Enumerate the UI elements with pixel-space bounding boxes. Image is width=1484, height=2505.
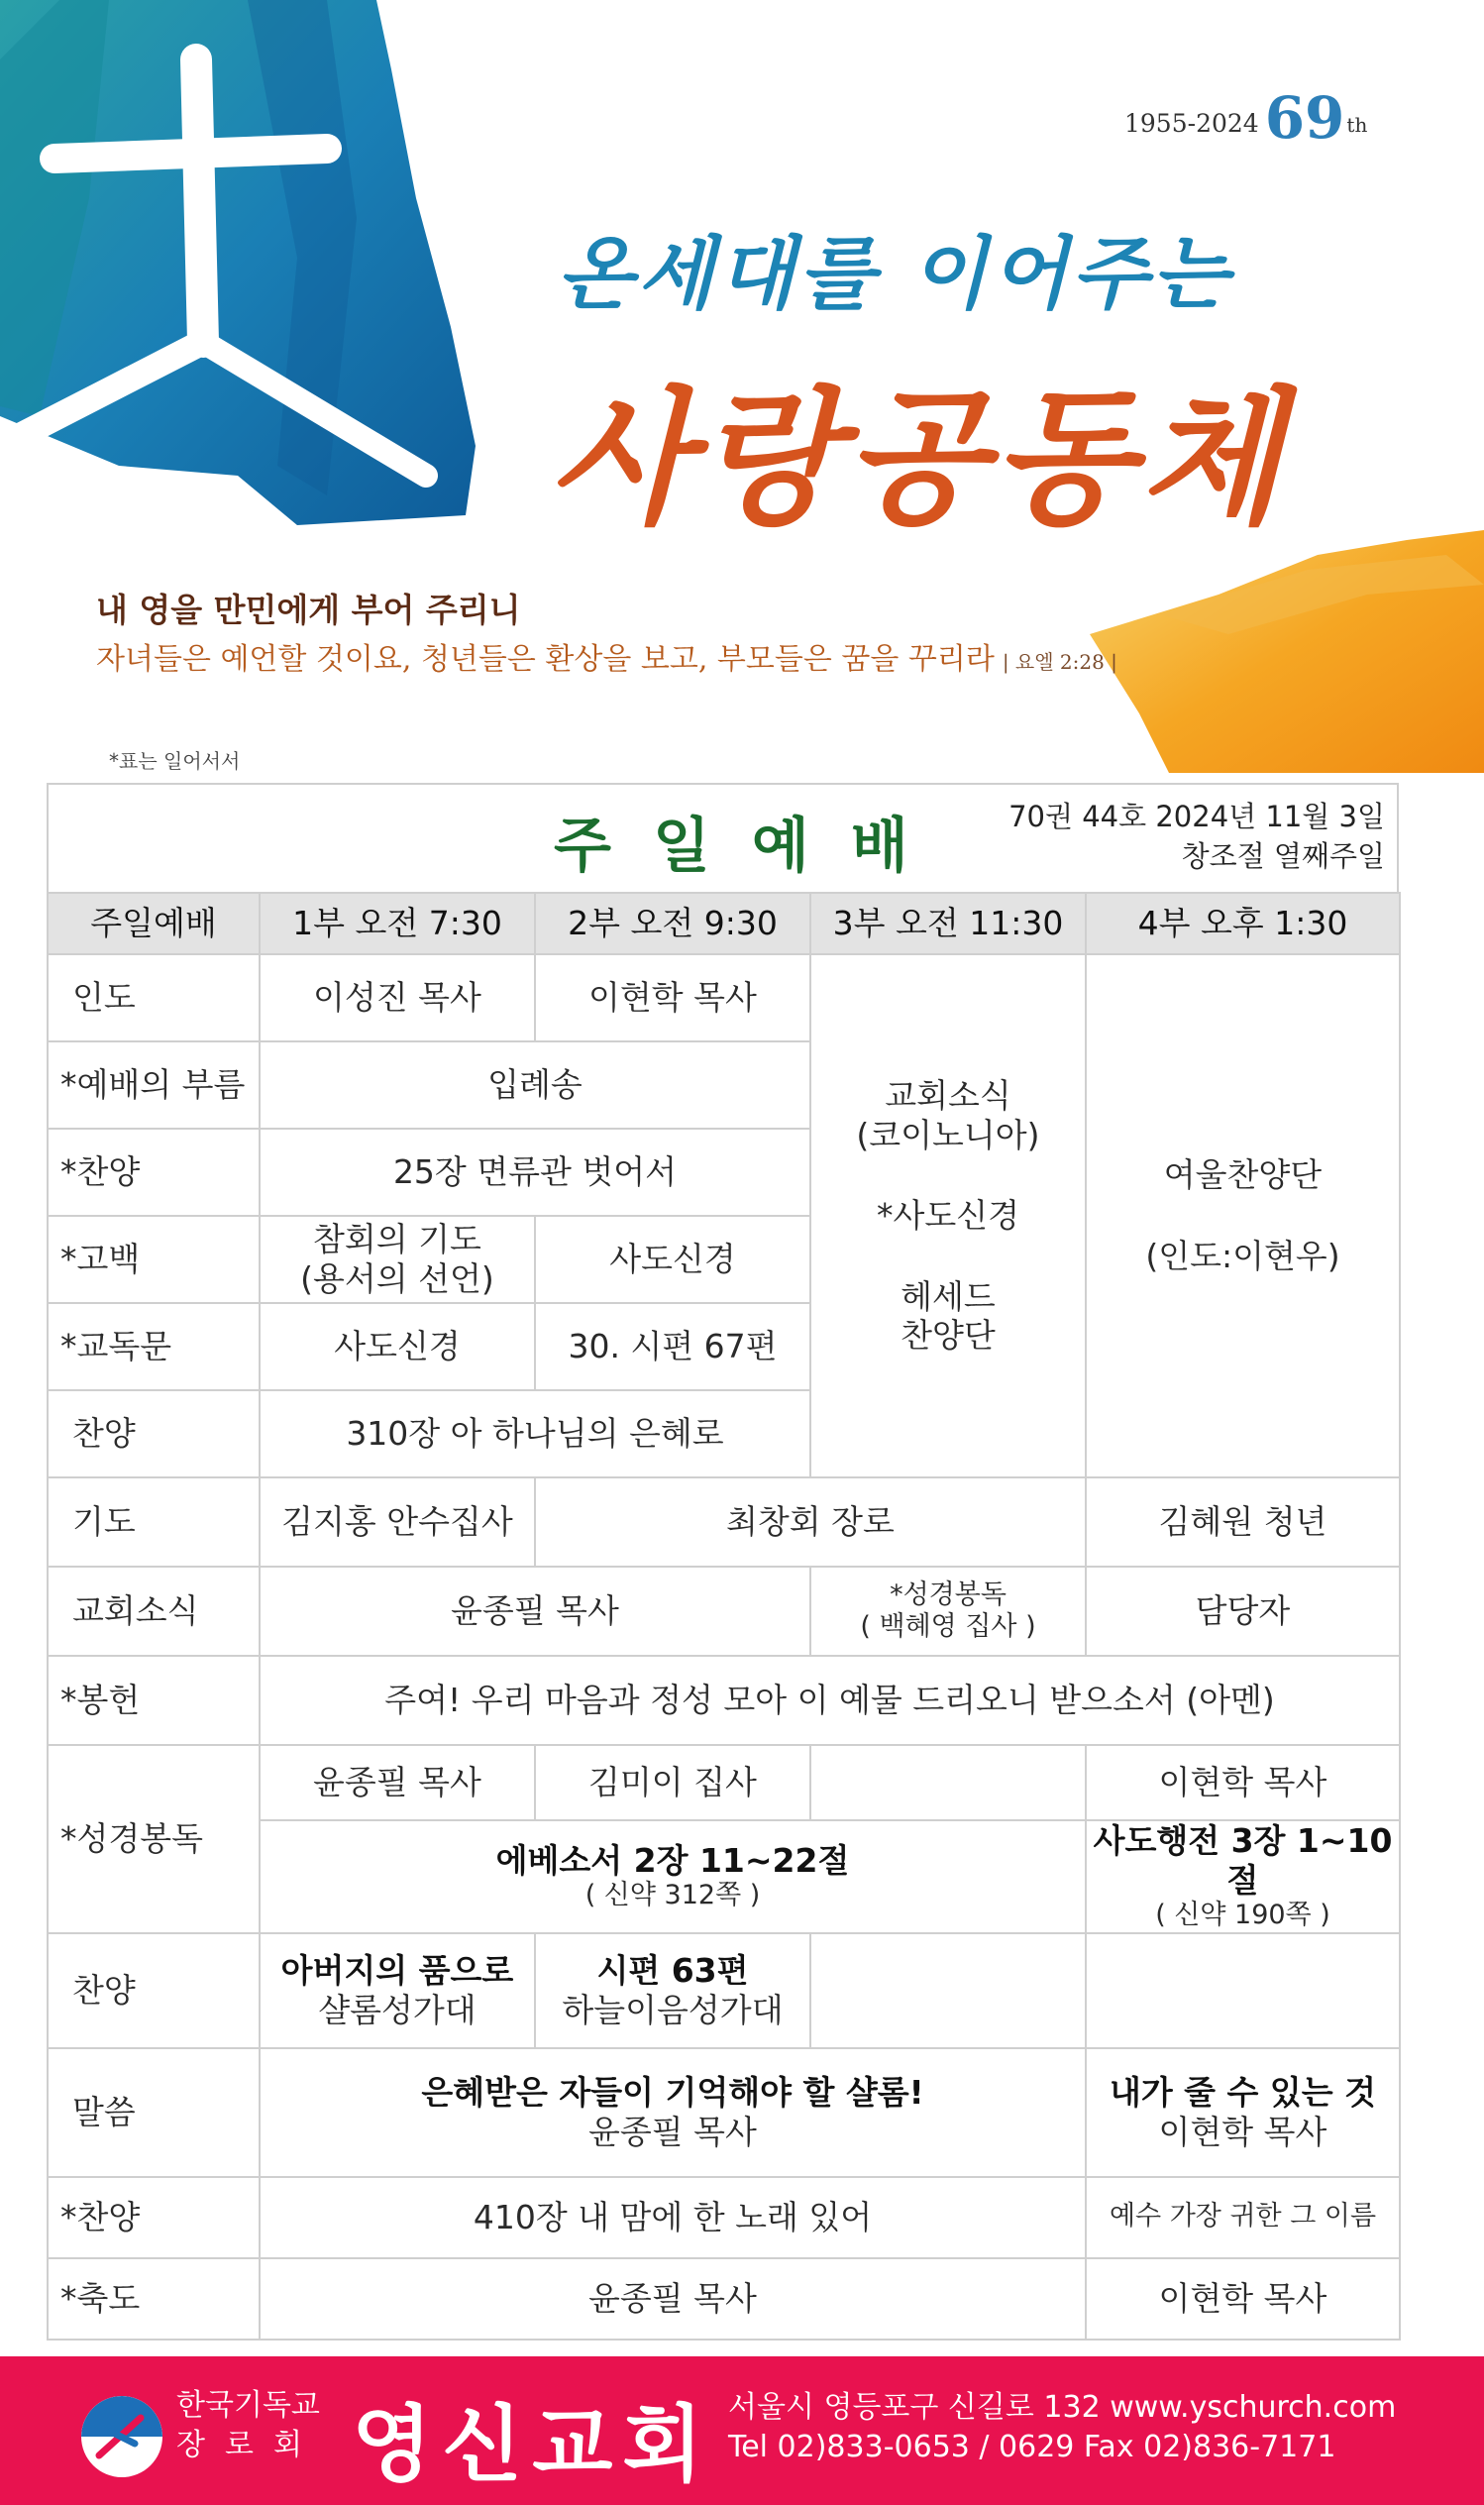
anniversary-label bbox=[1124, 84, 1367, 152]
table-header-row bbox=[48, 893, 1400, 954]
cell: 30. 시편 67편 bbox=[535, 1303, 810, 1390]
col-service-4: 4부 오후 1:30 bbox=[1086, 893, 1400, 954]
sermon-title: 내가 줄 수 있는 것 bbox=[1109, 2072, 1377, 2112]
verse-text: 자녀들은 예언할 것이요, 청년들은 환상을 보고, 부모들은 꿈을 꾸리라 bbox=[96, 642, 995, 677]
choir-name: 샬롬성가대 bbox=[318, 1990, 477, 2029]
choir-name: 하늘이음성가대 bbox=[562, 1990, 784, 2029]
table-row bbox=[48, 1656, 1400, 1745]
worship-order-table bbox=[47, 783, 1399, 2341]
cell-line: (용서의 선언) bbox=[300, 1259, 494, 1298]
row-label: 찬양 bbox=[48, 1390, 260, 1477]
cell bbox=[260, 2048, 1086, 2177]
table-row bbox=[48, 1477, 1400, 1567]
cell: 이성진 목사 bbox=[260, 954, 535, 1041]
row-label: 교회소식 bbox=[48, 1567, 260, 1656]
row-label: *교독문 bbox=[48, 1303, 260, 1390]
cell bbox=[1086, 2048, 1400, 2177]
denomination-line2: 장로회 bbox=[176, 2428, 322, 2462]
cell: 410장 내 맘에 한 노래 있어 bbox=[260, 2177, 1086, 2258]
cell: 주여! 우리 마음과 정성 모아 이 예물 드리오니 받으소서 (아멘) bbox=[260, 1656, 1400, 1745]
preacher: 이현학 목사 bbox=[1158, 2112, 1327, 2151]
worship-table bbox=[47, 892, 1401, 2341]
cell-line: ( 백혜영 집사 ) bbox=[860, 1611, 1036, 1642]
cell: 예수 가장 귀한 그 이름 bbox=[1086, 2177, 1400, 2258]
cell bbox=[535, 1933, 810, 2048]
verse-reference: | 요엘 2:28 | bbox=[1002, 650, 1117, 674]
row-label: 기도 bbox=[48, 1477, 260, 1567]
church-name: 영신교회 bbox=[352, 2396, 713, 2493]
scripture-reference: 사도행전 3장 1~10절 bbox=[1093, 1821, 1393, 1900]
table-row bbox=[48, 1745, 1400, 1820]
row-label: *봉헌 bbox=[48, 1656, 260, 1745]
bulletin-title-row bbox=[47, 783, 1399, 892]
block-line: 찬양단 bbox=[901, 1316, 996, 1356]
block-line: (코이노니아) bbox=[856, 1115, 1040, 1154]
preacher: 윤종필 목사 bbox=[588, 2112, 757, 2151]
table-row bbox=[48, 1933, 1400, 2048]
denomination bbox=[176, 2386, 322, 2465]
cell: 이현학 목사 bbox=[535, 954, 810, 1041]
header bbox=[0, 0, 1484, 773]
cell: 윤종필 목사 bbox=[260, 1745, 535, 1820]
row-label: *찬양 bbox=[48, 2177, 260, 2258]
cell: 윤종필 목사 bbox=[260, 1567, 810, 1656]
anniversary-number: 69 bbox=[1264, 84, 1345, 152]
cell-line: 참회의 기도 bbox=[313, 1220, 481, 1259]
cell bbox=[260, 1216, 535, 1303]
cell-line: *성경봉독 bbox=[890, 1579, 1007, 1610]
cell: 김지홍 안수집사 bbox=[260, 1477, 535, 1567]
cell bbox=[810, 1567, 1086, 1656]
row-label: *예배의 부름 bbox=[48, 1041, 260, 1129]
table-row bbox=[48, 2177, 1400, 2258]
slogan-line2: 사랑공동체 bbox=[550, 374, 1288, 544]
row-label: *성경봉독 bbox=[48, 1745, 260, 1933]
cell bbox=[260, 1820, 1086, 1933]
cell-empty bbox=[1086, 1933, 1400, 2048]
verse-line2 bbox=[96, 634, 1117, 678]
scripture-page: ( 신약 312쪽 ) bbox=[584, 1880, 761, 1911]
cell: 김미이 집사 bbox=[535, 1745, 810, 1820]
row-label: 찬양 bbox=[48, 1933, 260, 2048]
block-line: 여울찬양단 bbox=[1163, 1155, 1323, 1195]
block-line: 교회소식 bbox=[885, 1076, 1011, 1116]
cell-empty bbox=[810, 1933, 1086, 2048]
cell: 사도신경 bbox=[260, 1303, 535, 1390]
scripture-page: ( 신약 190쪽 ) bbox=[1155, 1900, 1330, 1931]
anthem-title: 시편 63편 bbox=[596, 1950, 749, 1990]
cell: 담당자 bbox=[1086, 1567, 1400, 1656]
block-line: 헤세드 bbox=[901, 1276, 996, 1316]
sermon-title: 은혜받은 자들이 기억해야 할 샬롬! bbox=[421, 2072, 924, 2112]
church-logo-icon bbox=[81, 2396, 162, 2477]
block-line: *사도신경 bbox=[876, 1196, 1019, 1236]
slogan-line1: 온세대를 이어주는 bbox=[557, 228, 1233, 320]
service-4-block bbox=[1086, 954, 1400, 1477]
bulletin-title: 주일예배 bbox=[554, 812, 950, 881]
year-range: 1955-2024 bbox=[1124, 109, 1259, 138]
service-3-block bbox=[810, 954, 1086, 1477]
address-line: 서울시 영등포구 신길로 132 www.yschurch.com bbox=[728, 2390, 1397, 2425]
cell: 최창회 장로 bbox=[535, 1477, 1086, 1567]
church-contact bbox=[728, 2388, 1396, 2467]
row-label: *고백 bbox=[48, 1216, 260, 1303]
verse-line1: 내 영을 만민에게 부어 주리니 bbox=[96, 591, 521, 629]
table-row bbox=[48, 2258, 1400, 2340]
cell bbox=[260, 1933, 535, 2048]
block-line: (인도:이현우) bbox=[1145, 1237, 1340, 1275]
table-row bbox=[48, 954, 1400, 1041]
row-label: *축도 bbox=[48, 2258, 260, 2340]
table-row bbox=[48, 2048, 1400, 2177]
issue-info: 70권 44호 2024년 11월 3일 bbox=[1008, 800, 1385, 833]
cell: 김혜원 청년 bbox=[1086, 1477, 1400, 1567]
denomination-line1: 한국기독교 bbox=[176, 2388, 320, 2423]
col-service-2: 2부 오전 9:30 bbox=[535, 893, 810, 954]
cell: 윤종필 목사 bbox=[260, 2258, 1086, 2340]
col-service-3: 3부 오전 11:30 bbox=[810, 893, 1086, 954]
row-label: *찬양 bbox=[48, 1129, 260, 1216]
cell: 입례송 bbox=[260, 1041, 810, 1129]
cell bbox=[1086, 1820, 1400, 1933]
anniversary-suffix: th bbox=[1346, 113, 1368, 137]
cell: 이현학 목사 bbox=[1086, 2258, 1400, 2340]
row-label: 말씀 bbox=[48, 2048, 260, 2177]
cell: 25장 면류관 벗어서 bbox=[260, 1129, 810, 1216]
scripture-reference: 에베소서 2장 11~22절 bbox=[495, 1840, 850, 1880]
cell: 이현학 목사 bbox=[1086, 1745, 1400, 1820]
standing-note: *표는 일어서서 bbox=[109, 749, 241, 773]
table-row bbox=[48, 1567, 1400, 1656]
anthem-title: 아버지의 품으로 bbox=[280, 1950, 514, 1990]
footer bbox=[0, 2356, 1484, 2505]
row-label: 인도 bbox=[48, 954, 260, 1041]
cell: 사도신경 bbox=[535, 1216, 810, 1303]
cell: 310장 아 하나님의 은혜로 bbox=[260, 1390, 810, 1477]
col-service-1: 1부 오전 7:30 bbox=[260, 893, 535, 954]
week-info: 창조절 열째주일 bbox=[1181, 839, 1385, 873]
bulletin-meta bbox=[1008, 797, 1385, 876]
contact-line: Tel 02)833-0653 / 0629 Fax 02)836-7171 bbox=[728, 2430, 1336, 2464]
col-label: 주일예배 bbox=[48, 893, 260, 954]
cell-empty bbox=[810, 1745, 1086, 1820]
